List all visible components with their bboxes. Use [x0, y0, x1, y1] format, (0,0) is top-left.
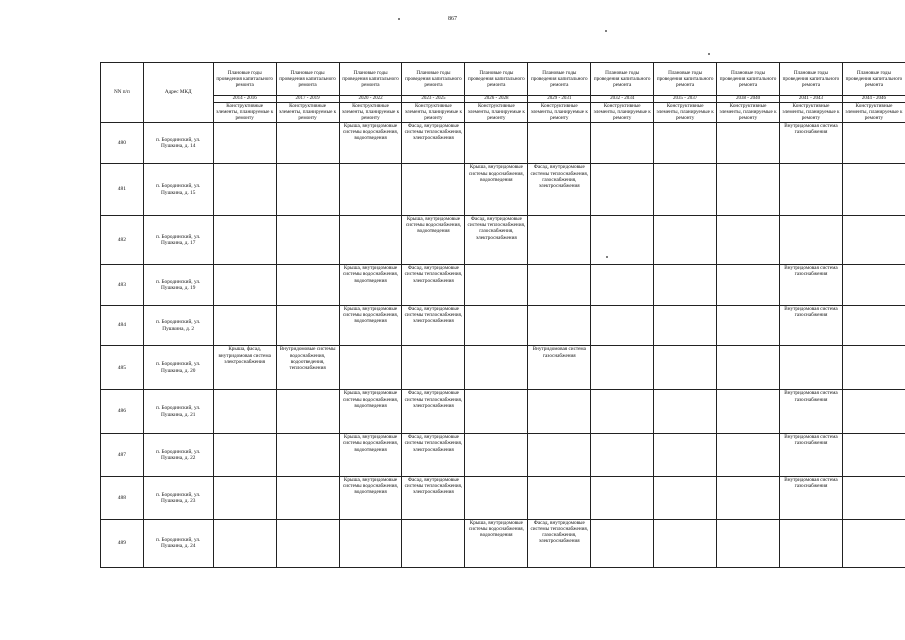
- row-number: 480: [101, 122, 144, 164]
- work-cell: [276, 122, 339, 164]
- column-header-period-title: Плановые годы проведения капитального ремонта: [717, 63, 780, 96]
- column-header-years: 2020 - 2022: [339, 96, 402, 103]
- row-number: 483: [101, 265, 144, 306]
- column-header-period-title: Плановые годы проведения капитального ремонта: [465, 63, 528, 96]
- work-cell: Внутридомовая система газоснабжения: [780, 390, 843, 434]
- work-cell: Фасад, внутридомовые системы теплоснабжения, электроснабжения: [402, 434, 465, 477]
- row-address: п. Бородинский, ул. Пушкина, д. 19: [143, 265, 213, 306]
- column-header-elements: Конструктивные элементы, планируемые к ремонту: [780, 103, 843, 123]
- work-cell: [654, 390, 717, 434]
- work-cell: [213, 434, 276, 477]
- work-cell: Крыша, внутридомовые системы водоснабжения, водоотведения: [339, 305, 402, 346]
- row-number: 489: [101, 519, 144, 567]
- column-header-period-title: Плановые годы проведения капитального ремонта: [654, 63, 717, 96]
- work-cell: [339, 346, 402, 390]
- work-cell: Фасад, внутридомовые системы теплоснабжения, электроснабжения: [402, 265, 465, 306]
- work-cell: [276, 305, 339, 346]
- work-cell: [591, 265, 654, 306]
- work-cell: [842, 305, 905, 346]
- column-header-period-title: Плановые годы проведения капитального ремонта: [213, 63, 276, 96]
- table-row: [101, 346, 905, 390]
- table-row: [101, 519, 905, 567]
- work-cell: [654, 265, 717, 306]
- column-header-period-title: Плановые годы проведения капитального ремонта: [842, 63, 905, 96]
- column-header-elements: Конструктивные элементы, планируемые к ремонту: [402, 103, 465, 123]
- work-cell: [213, 215, 276, 264]
- work-cell: [213, 265, 276, 306]
- row-number: 484: [101, 305, 144, 346]
- column-header-elements: Конструктивные элементы, планируемые к ремонту: [213, 103, 276, 123]
- row-number: 488: [101, 476, 144, 519]
- work-cell: [842, 390, 905, 434]
- column-header-period-title: Плановые годы проведения капитального ремонта: [339, 63, 402, 96]
- row-address: п. Бородинский, ул. Пушкина, д. 24: [143, 519, 213, 567]
- work-cell: [528, 265, 591, 306]
- work-cell: Фасад, внутридомовые системы теплоснабжения, электроснабжения: [402, 390, 465, 434]
- work-cell: [591, 519, 654, 567]
- column-header-years: 2038 - 2040: [717, 96, 780, 103]
- work-cell: [842, 164, 905, 215]
- work-cell: [276, 390, 339, 434]
- work-cell: Крыша, внутридомовые системы водоснабжения, водоотведения: [465, 519, 528, 567]
- column-header-elements: Конструктивные элементы, планируемые к ремонту: [717, 103, 780, 123]
- work-cell: [842, 476, 905, 519]
- column-header-elements: Конструктивные элементы, планируемые к ремонту: [465, 103, 528, 123]
- column-header-years: 2017 - 2019: [276, 96, 339, 103]
- work-cell: [654, 215, 717, 264]
- column-header-years: 2041 - 2043: [780, 96, 843, 103]
- work-cell: Внутридомовая система газоснабжения: [528, 346, 591, 390]
- work-cell: [213, 122, 276, 164]
- work-cell: [717, 346, 780, 390]
- column-header-period-title: Плановые годы проведения капитального ремонта: [402, 63, 465, 96]
- work-cell: [213, 390, 276, 434]
- work-cell: [591, 434, 654, 477]
- work-cell: [842, 519, 905, 567]
- work-cell: Крыша, внутридомовые системы водоснабжения, водоотведения: [339, 122, 402, 164]
- column-header-years: 2029 - 2031: [528, 96, 591, 103]
- work-cell: [717, 519, 780, 567]
- work-cell: [842, 122, 905, 164]
- column-header-years: 2032 - 2034: [591, 96, 654, 103]
- work-cell: [276, 434, 339, 477]
- work-cell: Фасад, внутридомовые системы теплоснабжения, газоснабжения, электроснабжения: [465, 215, 528, 264]
- work-cell: [339, 215, 402, 264]
- work-cell: [780, 164, 843, 215]
- work-cell: [465, 122, 528, 164]
- column-header-years: 2026 - 2028: [465, 96, 528, 103]
- work-cell: [654, 164, 717, 215]
- work-cell: [465, 476, 528, 519]
- row-number: 485: [101, 346, 144, 390]
- work-cell: [717, 215, 780, 264]
- header-row-elements: [101, 103, 905, 123]
- work-cell: [780, 519, 843, 567]
- header-row-periods: [101, 63, 905, 96]
- work-cell: [842, 265, 905, 306]
- work-cell: Фасад, внутридомовые системы теплоснабжения, электроснабжения: [402, 305, 465, 346]
- row-number: 486: [101, 390, 144, 434]
- work-cell: [465, 265, 528, 306]
- work-cell: [528, 215, 591, 264]
- work-cell: [465, 305, 528, 346]
- work-cell: [654, 346, 717, 390]
- work-cell: Фасад, внутридомовые системы теплоснабжения, электроснабжения: [402, 476, 465, 519]
- work-cell: [591, 305, 654, 346]
- work-cell: [717, 265, 780, 306]
- scan-speck: [708, 53, 710, 55]
- work-cell: Внутридомовая система газоснабжения: [780, 476, 843, 519]
- work-cell: [465, 346, 528, 390]
- table-row: [101, 164, 905, 215]
- work-cell: [780, 346, 843, 390]
- row-address: п. Бородинский, ул. Пушкина, д. 2: [143, 305, 213, 346]
- work-cell: [402, 519, 465, 567]
- table-row: [101, 434, 905, 477]
- work-cell: [591, 346, 654, 390]
- work-cell: [276, 164, 339, 215]
- work-cell: Фасад, внутридомовые системы теплоснабжения, электроснабжения: [402, 122, 465, 164]
- work-cell: [276, 476, 339, 519]
- work-cell: [465, 434, 528, 477]
- work-cell: Крыша, внутридомовые системы водоснабжения, водоотведения: [339, 390, 402, 434]
- table-row: [101, 390, 905, 434]
- work-cell: Крыша, внутридомовые системы водоснабжения, водоотведения: [339, 434, 402, 477]
- column-header-elements: Конструктивные элементы, планируемые к ремонту: [528, 103, 591, 123]
- work-cell: [528, 434, 591, 477]
- row-number: 487: [101, 434, 144, 477]
- work-cell: [780, 215, 843, 264]
- work-cell: [276, 265, 339, 306]
- column-header-address: Адрес МКД: [143, 63, 213, 123]
- work-cell: [528, 390, 591, 434]
- row-address: п. Бородинский, ул. Пушкина, д. 22: [143, 434, 213, 477]
- row-address: п. Бородинский, ул. Пушкина, д. 17: [143, 215, 213, 264]
- table-header: [101, 63, 905, 123]
- work-cell: [591, 164, 654, 215]
- row-address: п. Бородинский, ул. Пушкина, д. 14: [143, 122, 213, 164]
- work-cell: Крыша, внутридомовые системы водоснабжения, водоотведения: [402, 215, 465, 264]
- work-cell: [465, 390, 528, 434]
- work-cell: [654, 305, 717, 346]
- work-cell: Фасад, внутридомовые системы теплоснабжения, газоснабжения, электроснабжения: [528, 519, 591, 567]
- work-cell: [591, 122, 654, 164]
- work-cell: Внутридомовая система газоснабжения: [780, 434, 843, 477]
- column-header-period-title: Плановые годы проведения капитального ремонта: [591, 63, 654, 96]
- column-header-elements: Конструктивные элементы, планируемые к ремонту: [591, 103, 654, 123]
- work-cell: Внутридомовая система газоснабжения: [780, 122, 843, 164]
- work-cell: [842, 346, 905, 390]
- column-header-elements: Конструктивные элементы, планируемые к ремонту: [339, 103, 402, 123]
- work-cell: [213, 305, 276, 346]
- table-row: [101, 476, 905, 519]
- column-header-period-title: Плановые годы проведения капитального ремонта: [780, 63, 843, 96]
- scan-speck: [605, 30, 607, 32]
- work-cell: [339, 164, 402, 215]
- work-cell: Фасад, внутридомовые системы теплоснабжения, газоснабжения, электроснабжения: [528, 164, 591, 215]
- column-header-period-title: Плановые годы проведения капитального ремонта: [528, 63, 591, 96]
- column-header-elements: Конструктивные элементы, планируемые к ремонту: [276, 103, 339, 123]
- work-cell: [591, 476, 654, 519]
- work-cell: [528, 122, 591, 164]
- column-header-elements: Конструктивные элементы, планируемые к ремонту: [842, 103, 905, 123]
- work-cell: [528, 305, 591, 346]
- column-header-years: 2023 - 2025: [402, 96, 465, 103]
- scan-speck: [398, 18, 400, 20]
- column-header-years: 2014 - 2016: [213, 96, 276, 103]
- work-cell: [213, 476, 276, 519]
- table-row: [101, 265, 905, 306]
- row-address: п. Бородинский, ул. Пушкина, д. 23: [143, 476, 213, 519]
- page-number: 867: [448, 16, 457, 22]
- work-cell: [842, 434, 905, 477]
- work-cell: Крыша, внутридомовые системы водоснабжения, водоотведения: [339, 265, 402, 306]
- work-cell: Внутридомовые системы водоснабжения, водоотведения, теплоснабжения: [276, 346, 339, 390]
- work-cell: [591, 390, 654, 434]
- row-address: п. Бородинский, ул. Пушкина, д. 15: [143, 164, 213, 215]
- column-header-years: 2035 - 2037: [654, 96, 717, 103]
- table-row: [101, 122, 905, 164]
- work-cell: [402, 346, 465, 390]
- row-address: п. Бородинский, ул. Пушкина, д. 20: [143, 346, 213, 390]
- row-number: 481: [101, 164, 144, 215]
- work-cell: [654, 476, 717, 519]
- work-cell: [654, 519, 717, 567]
- table-body: [101, 122, 905, 567]
- work-cell: [654, 122, 717, 164]
- work-cell: Внутридомовая система газоснабжения: [780, 305, 843, 346]
- work-cell: [717, 164, 780, 215]
- column-header-number: NN п/п: [101, 63, 144, 123]
- work-cell: [402, 164, 465, 215]
- work-cell: [276, 519, 339, 567]
- work-cell: Крыша, внутридомовые системы водоснабжения, водоотведения: [339, 476, 402, 519]
- table-row: [101, 215, 905, 264]
- work-cell: [213, 519, 276, 567]
- work-cell: Внутридомовая система газоснабжения: [780, 265, 843, 306]
- work-cell: [717, 390, 780, 434]
- work-cell: [213, 164, 276, 215]
- row-address: п. Бородинский, ул. Пушкина, д. 21: [143, 390, 213, 434]
- work-cell: Крыша, внутридомовые системы водоснабжения, водоотведения: [465, 164, 528, 215]
- row-number: 482: [101, 215, 144, 264]
- work-cell: [276, 215, 339, 264]
- work-cell: [717, 476, 780, 519]
- column-header-years: 2044 - 2046: [842, 96, 905, 103]
- column-header-elements: Конструктивные элементы, планируемые к ремонту: [654, 103, 717, 123]
- table-row: [101, 305, 905, 346]
- header-row-years: [101, 96, 905, 103]
- work-cell: Крыша, фасад, внутридомовая система электроснабжения: [213, 346, 276, 390]
- work-cell: [717, 434, 780, 477]
- column-header-period-title: Плановые годы проведения капитального ремонта: [276, 63, 339, 96]
- work-cell: [717, 122, 780, 164]
- work-cell: [339, 519, 402, 567]
- repair-schedule-table: [100, 62, 905, 568]
- work-cell: [591, 215, 654, 264]
- work-cell: [654, 434, 717, 477]
- work-cell: [842, 215, 905, 264]
- work-cell: [717, 305, 780, 346]
- work-cell: [528, 476, 591, 519]
